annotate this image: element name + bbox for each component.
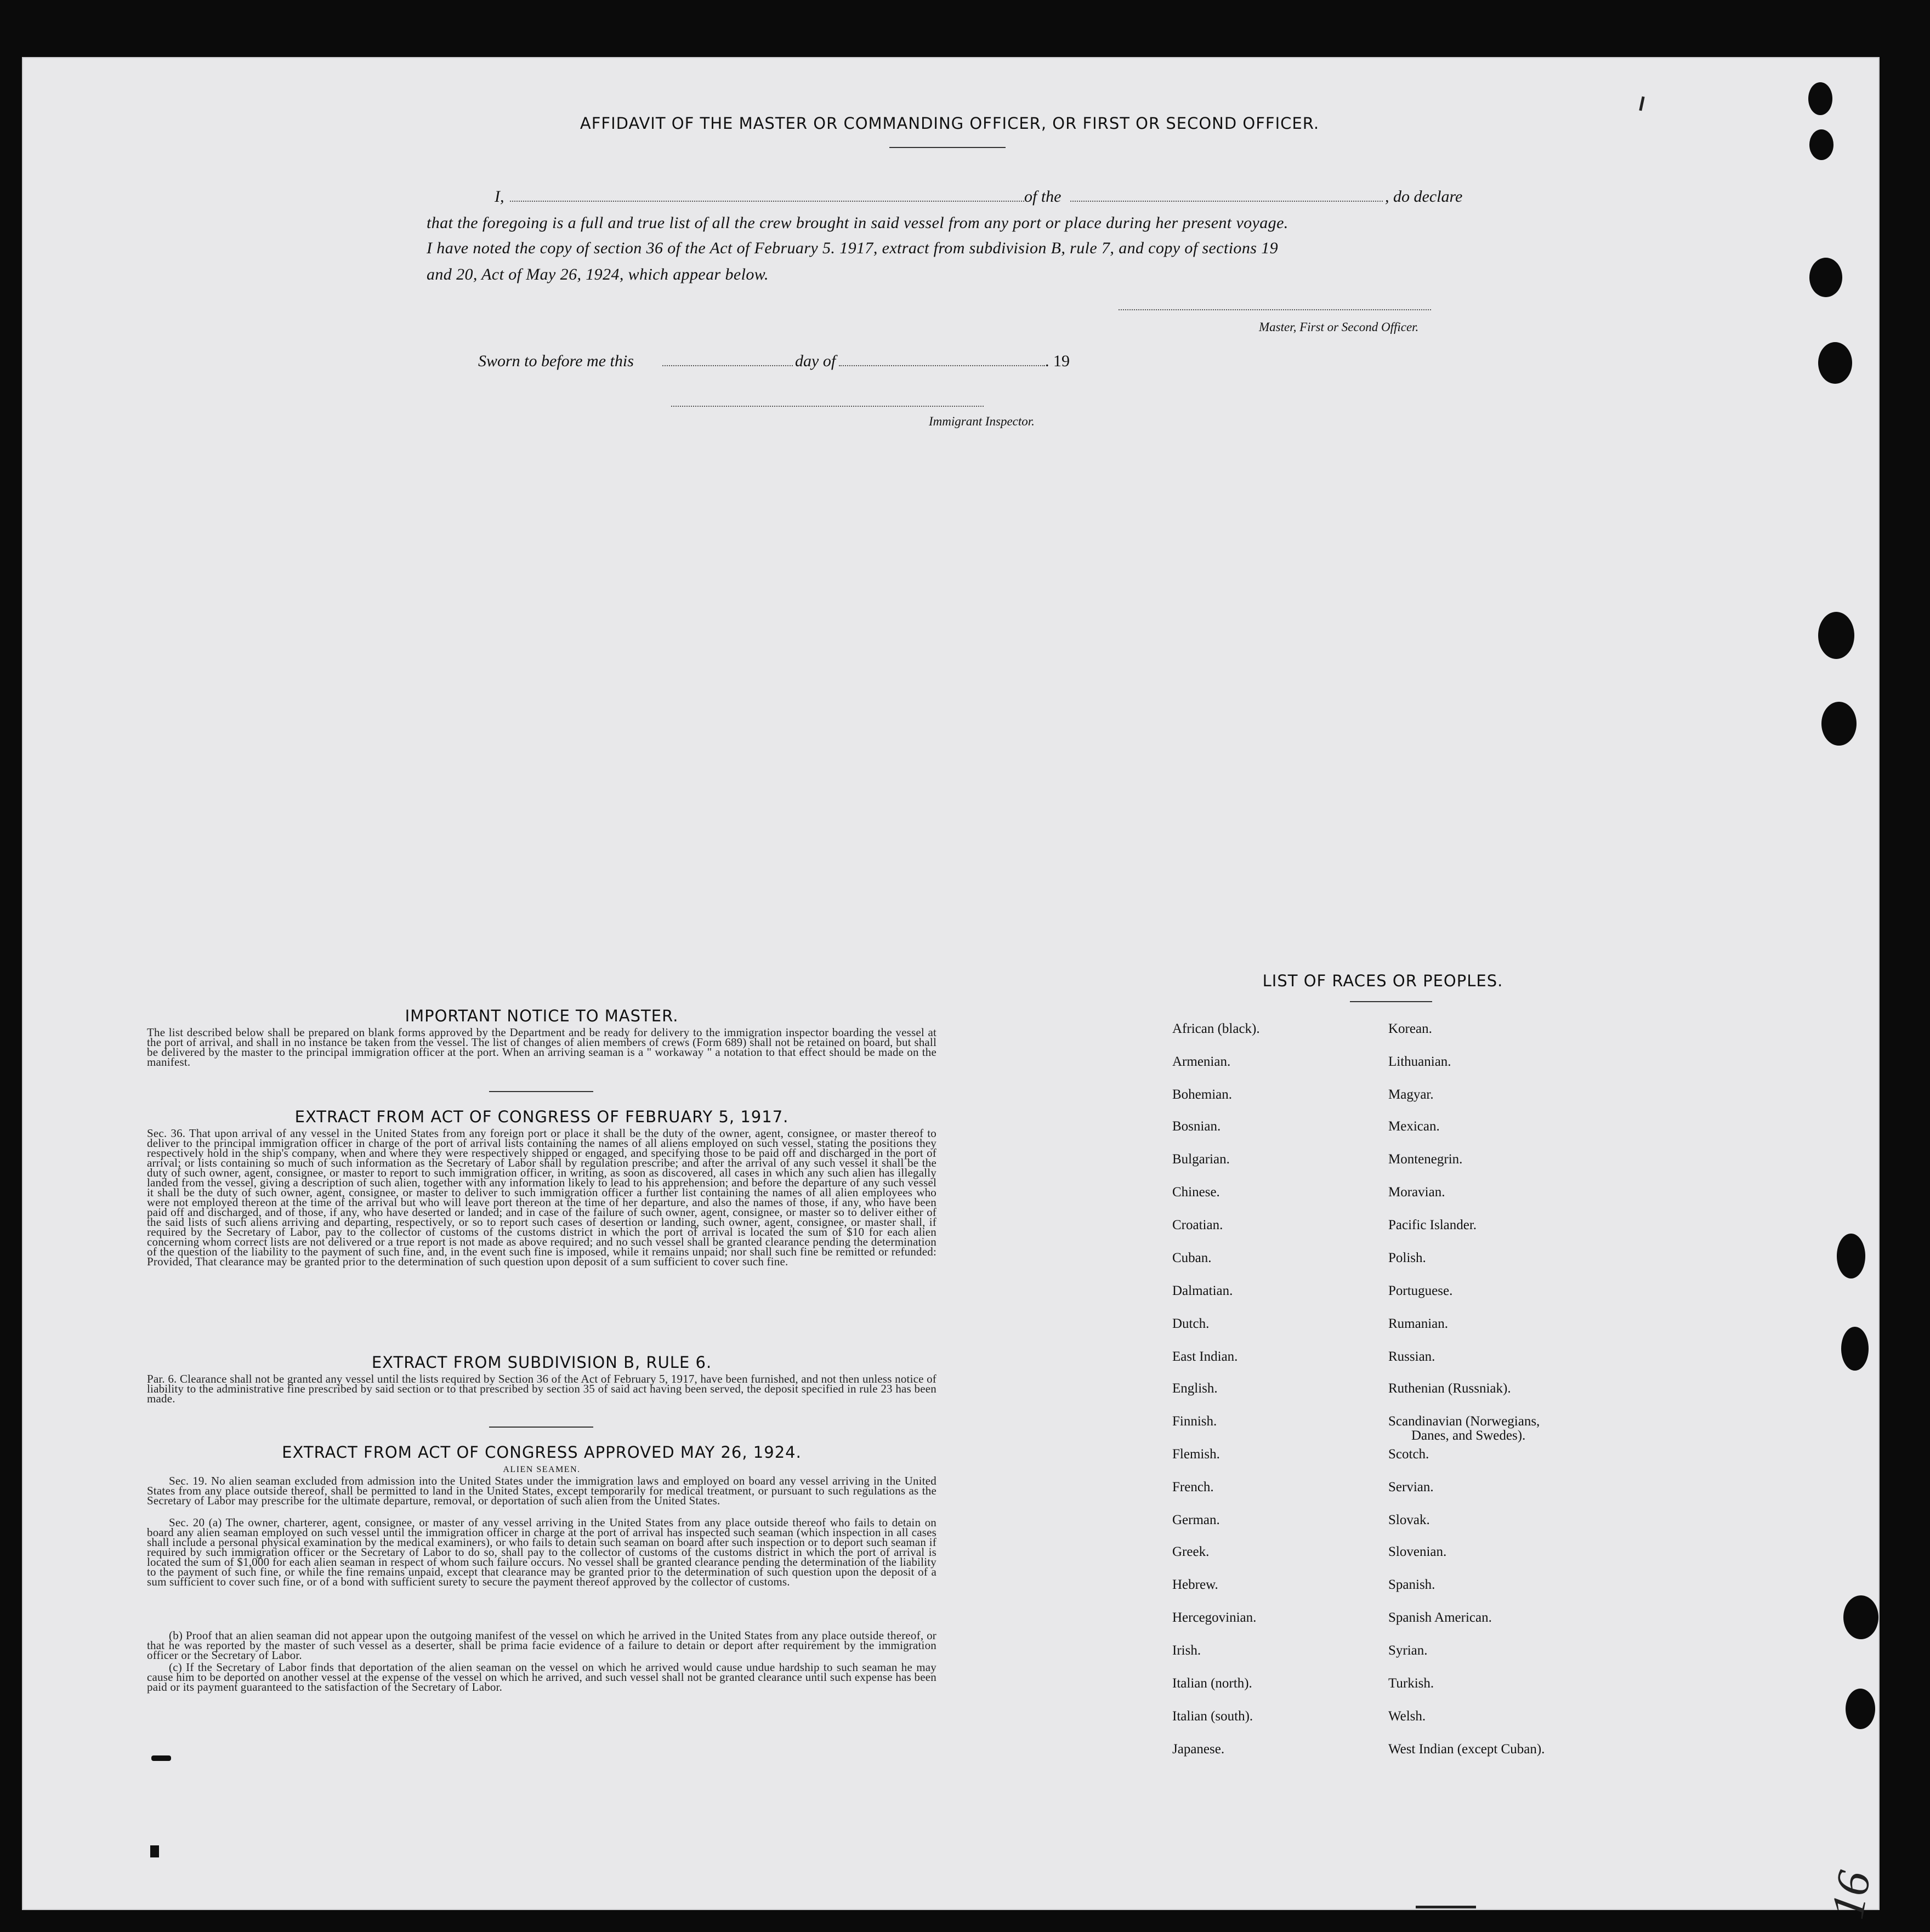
race-item: Hebrew. <box>1172 1577 1218 1592</box>
race-item: Pacific Islander. <box>1388 1218 1477 1232</box>
extract-1924-sec19: Sec. 19. No alien seaman excluded from admission into the United States under the immigration laws and employed on board any vessel arriving in the United States from any place outside thereof, shall be permitted to land in the United States, except temporarily for medical treatment, or pursuant to such regulations as the Secretary of Labor may prescribe for the ultimate departure, removal, or deportation of such alien from the United States. <box>147 1474 936 1507</box>
affidavit-line-3: I have noted the copy of section 36 of the Act of February 5. 1917, extract from subdivision B, rule 7, and copy of sections 19 <box>427 239 1279 257</box>
notice-rule <box>489 1091 593 1092</box>
race-item: Slovak. <box>1388 1513 1430 1527</box>
document-sheet <box>22 57 1881 1923</box>
race-item: Korean. <box>1388 1021 1432 1036</box>
punch-hole <box>1846 1689 1875 1729</box>
sworn-month-line <box>839 365 1045 366</box>
scan-mark <box>1639 96 1644 111</box>
scan-mark <box>1416 1906 1476 1908</box>
race-item: Hercegovinian. <box>1172 1610 1257 1625</box>
punch-hole <box>1818 342 1852 384</box>
punch-hole <box>1843 1595 1878 1639</box>
subdivision-b-text: Par. 6. Clearance shall not be granted any vessel until the lists required by Section 36 of the Act of February 5, 1917, have been furnished, and not then unless notice of liability to the administrative fine prescribed by said section or to that prescribed by section 35 of said act having been served, the deposit specified in rule 23 has been made. <box>147 1372 936 1405</box>
inspector-line <box>671 406 984 407</box>
race-item: Syrian. <box>1388 1643 1428 1658</box>
scan-mark <box>150 1845 159 1857</box>
race-item: Welsh. <box>1388 1709 1426 1724</box>
extract-1924-sec20a: Sec. 20 (a) The owner, charterer, agent, consignee, or master of any vessel arriving in the United States from any place outside thereof who fails to detain on board any alien seaman employed on such vessel until the immigration officer in charge at the port of arrival has inspected such seaman (which inspection in all cases shall include a personal physical examination by the medical examiners), or who fails to detain such seaman on board after such inspection or to deport such seaman if required by such immigration officer or the Secretary of Labor to do so, shall pay to the collector of customs of the customs district in which the port of arrival is located the sum of $1,000 for each alien seaman in respect of whom such failure occurs. No vessel shall be granted clearance pending the determination of the liability to the payment of such fine, or while the fine remains unpaid, except that clearance may be granted prior to the determination of such question upon the deposit of a sum sufficient to cover such fine, or of a bond with sufficient surety to secure the payment thereof approved by the collector of customs. <box>147 1516 936 1588</box>
race-item: Slovenian. <box>1388 1544 1447 1559</box>
subdivision-b-title: EXTRACT FROM SUBDIVISION B, RULE 6. <box>371 1353 712 1372</box>
name-line <box>510 201 1024 202</box>
race-item: Danes, and Swedes). <box>1411 1428 1526 1443</box>
race-item: Spanish. <box>1388 1577 1435 1592</box>
races-title: LIST OF RACES OR PEOPLES. <box>1262 971 1503 990</box>
extract-1924-sec20b: (b) Proof that an alien seaman did not appear upon the outgoing manifest of the vessel on which he arrived in the United States from any place outside thereof, or that he was reported by the master of such vessel as a deserter, shall be prima facie evidence of a failure to detain or deport after requirement by the immigration officer or the Secretary of Labor. <box>147 1629 936 1662</box>
title-rule <box>889 147 1006 148</box>
extract-1917-text: Sec. 36. That upon arrival of any vessel in the United States from any foreign port or place it shall be the duty of the owner, agent, consignee, or master thereof to deliver to the principal immigration officer in charge of the port of arrival lists containing the names of all aliens employed on such vessel, stating the positions they respectively hold in the ship's company, when and where they were respectively shipped or engaged, and specifying those to be paid off and discharged in the port of arrival; or lists containing so much of such information as the Secretary of Labor shall by regulation prescribe; and after the arrival of any such vessel it shall be the duty of such owner, agent, consignee, or master to report to such immigration officer, in writing, as soon as discovered, all cases in which any such alien has illegally landed from the vessel, giving a description of such alien, together with any information likely to lead to his apprehension; and before the departure of any such vessel it shall be the duty of such owner, agent, consignee, or master to deliver to such immigration officer a further list containing the names of all alien employees who were not employed thereon at the time of the arrival but who will leave port thereon at the time of her departure, and also the names of those, if any, who have been paid off and discharged, and of those, if any, who have deserted or landed; and in case of the failure of such owner, agent, consignee, or master so to deliver either of the said lists of such aliens arriving and departing, respectively, or so to report such cases of desertion or landing, such owner, agent, consignee, or master shall, if required by the Secretary of Labor, pay to the collector of customs of the customs district in which the port of arrival is located the sum of $10 for each alien concerning whom correct lists are not delivered or a true report is not made as above required; and no such vessel shall be granted clearance pending the determination of the question of the liability to the payment of such fine, and, in the event such fine is imposed, while it remains unpaid; nor shall such fine be remitted or refunded: Provided, That clearance may be granted prior to the determination of such question upon deposit of a sum sufficient to cover such fine. <box>147 1127 936 1268</box>
race-item: Turkish. <box>1388 1676 1434 1691</box>
scan-mark <box>151 1755 171 1761</box>
race-item: Dutch. <box>1172 1316 1210 1331</box>
race-item: Servian. <box>1388 1480 1434 1495</box>
race-item: Russian. <box>1388 1349 1435 1364</box>
race-item: East Indian. <box>1172 1349 1238 1364</box>
race-item: Lithuanian. <box>1388 1054 1451 1069</box>
race-item: Moravian. <box>1388 1185 1445 1200</box>
punch-hole <box>1809 129 1834 160</box>
affidavit-do-declare: , do declare <box>1385 187 1463 206</box>
affidavit-line-4: and 20, Act of May 26, 1924, which appear below. <box>427 265 769 283</box>
race-item: Chinese. <box>1172 1185 1220 1200</box>
race-item: Bosnian. <box>1172 1119 1221 1134</box>
race-item: Croatian. <box>1172 1218 1223 1232</box>
race-item: Rumanian. <box>1388 1316 1449 1331</box>
race-item: Japanese. <box>1172 1742 1225 1757</box>
affidavit-i-label: I, <box>495 187 504 206</box>
race-item: Irish. <box>1172 1643 1201 1658</box>
race-item: German. <box>1172 1513 1220 1527</box>
race-item: Scandinavian (Norwegians, <box>1388 1414 1540 1429</box>
signature-caption: Master, First or Second Officer. <box>1259 320 1419 334</box>
sworn-day-line <box>662 365 793 366</box>
punch-hole <box>1841 1327 1869 1371</box>
affidavit-of-the: of the <box>1024 187 1062 206</box>
race-item: Polish. <box>1388 1251 1426 1265</box>
race-item: Bohemian. <box>1172 1087 1233 1102</box>
race-item: Dalmatian. <box>1172 1283 1233 1298</box>
punch-hole <box>1818 612 1854 659</box>
race-item: Finnish. <box>1172 1414 1217 1429</box>
extract-1917-title: EXTRACT FROM ACT OF CONGRESS OF FEBRUARY 5, 1917. <box>294 1107 789 1126</box>
punch-hole <box>1808 82 1832 115</box>
affidavit-title: AFFIDAVIT OF THE MASTER OR COMMANDING OFFICER, OR FIRST OR SECOND OFFICER. <box>580 114 1320 133</box>
race-item: Flemish. <box>1172 1447 1220 1462</box>
races-rule <box>1350 1001 1432 1002</box>
vessel-line <box>1070 201 1383 202</box>
race-item: Magyar. <box>1388 1087 1434 1102</box>
race-item: Armenian. <box>1172 1054 1231 1069</box>
race-item: Italian (north). <box>1172 1676 1252 1691</box>
race-item: Portuguese. <box>1388 1283 1453 1298</box>
race-item: Italian (south). <box>1172 1709 1253 1724</box>
race-item: Ruthenian (Russniak). <box>1388 1381 1511 1396</box>
race-item: West Indian (except Cuban). <box>1388 1742 1545 1757</box>
extract-1924-sec20c: (c) If the Secretary of Labor finds that deportation of the alien seaman on the vessel on which he arrived would cause undue hardship to such seaman he may cause him to be deported on another vessel at the expense of the vessel on which he arrived, and such vessel shall not be granted clearance until such expense has been paid or its payment guaranteed to the satisfaction of the Secretary of Labor. <box>147 1661 936 1694</box>
subdivision-rule <box>489 1427 593 1428</box>
punch-hole <box>1821 702 1857 746</box>
race-item: Greek. <box>1172 1544 1210 1559</box>
race-item: Montenegrin. <box>1388 1152 1463 1167</box>
sworn-label: Sworn to before me this <box>478 352 634 370</box>
sworn-year: . 19 <box>1045 352 1070 370</box>
race-item: French. <box>1172 1480 1214 1495</box>
race-item: Bulgarian. <box>1172 1152 1230 1167</box>
punch-hole <box>1809 258 1842 297</box>
notice-text: The list described below shall be prepared on blank forms approved by the Department and be ready for delivery to the immigration inspector boarding the vessel at the port of arrival, and shall in no instance be taken from the vessel. The list of changes of alien members of crews (Form 689) shall not be retained on board, but shall be delivered by the master to the principal immigration officer at the port. When an arriving seaman is a " workaway " a notation to that effect should be made on the manifest. <box>147 1026 936 1069</box>
race-item: Scotch. <box>1388 1447 1429 1462</box>
punch-hole <box>1837 1234 1865 1278</box>
notice-title: IMPORTANT NOTICE TO MASTER. <box>405 1007 679 1025</box>
inspector-caption: Immigrant Inspector. <box>929 414 1035 428</box>
margin-handwritten-number: 16 <box>1820 1867 1881 1923</box>
race-item: Spanish American. <box>1388 1610 1492 1625</box>
affidavit-line-2: that the foregoing is a full and true list of all the crew brought in said vessel from any port or place during her present voyage. <box>427 214 1288 232</box>
extract-1924-subtitle: ALIEN SEAMEN. <box>503 1465 581 1474</box>
race-item: Mexican. <box>1388 1119 1440 1134</box>
signature-line <box>1119 309 1431 310</box>
race-item: English. <box>1172 1381 1218 1396</box>
sworn-day-of: day of <box>795 352 836 370</box>
race-item: Cuban. <box>1172 1251 1212 1265</box>
race-item: African (black). <box>1172 1021 1260 1036</box>
extract-1924-title: EXTRACT FROM ACT OF CONGRESS APPROVED MAY 26, 1924. <box>282 1443 802 1462</box>
